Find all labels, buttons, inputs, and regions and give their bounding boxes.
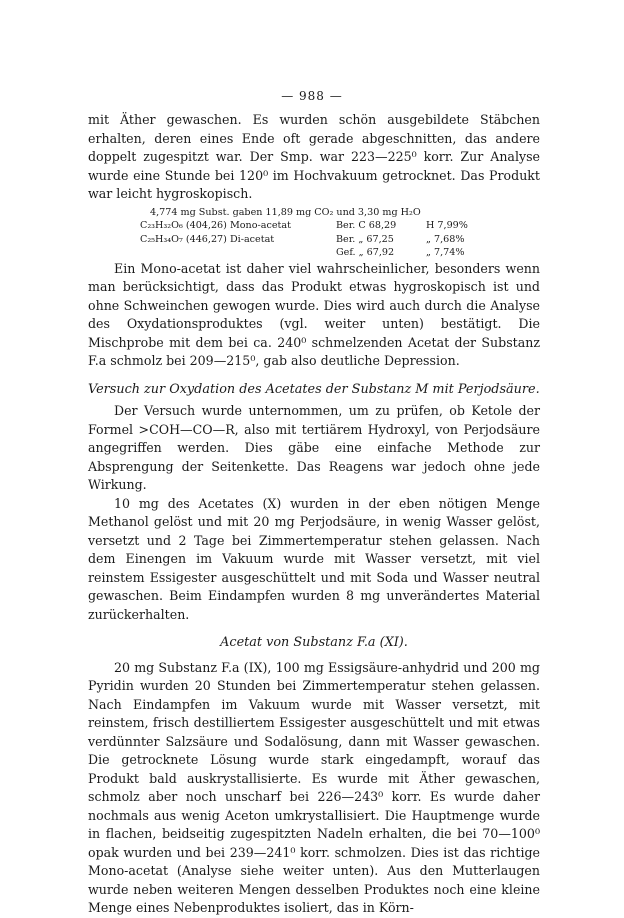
analysis-calc-c-mono: Ber. C 68,29 (336, 220, 397, 231)
analysis-calc-h-mono: H 7,99% (426, 220, 468, 231)
analysis-formula-di: C₂₅H₃₄O₇ (446,27) Di-acetat (140, 233, 275, 245)
analysis-found-h: „ 7,74% (426, 247, 465, 258)
elemental-analysis (88, 206, 540, 260)
analysis-formula-mono: C₂₃H₃₂O₆ (404,26) Mono-acetat (140, 220, 291, 231)
analysis-calc-c-di: Ber. „ 67,25 (336, 233, 394, 245)
paragraph-ether-wash: mit Äther gewaschen. Es wurden schön ausgebildete Stäbchen erhalten, deren eines Ende oft gerade abgeschnitten, das andere doppelt zugespitzt war. Der Smp. war 223—225⁰ korr. Zur Analyse wurde eine Stunde bei 120⁰ im Hochvakuum getrocknet. Das Produkt war leicht hygroskopisch. (88, 112, 540, 201)
main-column (88, 111, 540, 918)
section-heading-acetat-fa: Acetat von Substanz F.a (XI). (220, 635, 408, 650)
paragraph-mono-acetat: Ein Mono-acetat ist daher viel wahrscheinlicher, besonders wenn man berücksichtigt, dass das Produkt etwas hygroskopisch ist und ohne Schweinchen gewogen wurde. Dies wird auch durch die Analyse des Oxydationsproduktes (vgl. weiter unten) bestätigt. Die Mischprobe mit dem bei ca. 240⁰ schmelzenden Acetat der Substanz F.a schmolz bei 209—215⁰, gab also deutliche Depression. (88, 260, 540, 368)
analysis-calc-h-di: „ 7,68% (426, 233, 465, 245)
paragraph-periodic-acid: Der Versuch wurde unternommen, um zu prüfen, ob Ketole der Formel >COH—CO—R, also mit tertiärem Hydroxyl, von Perjodsäure angegriffen werden. Dies gäbe eine einfache Methode zur Absprengung der Seitenkette. Das Reagens war jedoch ohne jede Wirkung. (88, 403, 540, 492)
analysis-found-c: Gef. „ 67,92 (336, 247, 395, 258)
paragraph-oxidation-procedure: 10 mg des Acetates (X) wurden in der eben nötigen Menge Methanol gelöst und mit 20 mg Perjodsäure, in wenig Wasser gelöst, versetzt und 2 Tage bei Zimmertemperatur stehen gelassen. Nach dem Einengen im Vakuum wurde mit Wasser versetzt, mit viel reinstem Essigester ausgeschüttelt und mit Soda und Wasser neutral gewaschen. Beim Eindampfen wurden 8 mg unverändertes Material zurückerhalten. (88, 495, 540, 622)
section-heading-oxydation: Versuch zur Oxydation des Acetates der Substanz M mit Perjodsäure. (88, 381, 540, 397)
analysis-line-substance: 4,774 mg Subst. gaben 11,89 mg CO₂ und 3,30 mg H₂O (150, 206, 421, 218)
page-number: — 988 — (281, 89, 343, 103)
paragraph-acetat-fa-procedure: 20 mg Substanz F.a (IX), 100 mg Essigsäure-anhydrid und 200 mg Pyridin wurden 20 Stunden bei Zimmertemperatur stehen gelassen. Nach Eindampfen im Vakuum wurde mit Wasser versetzt, mit reinstem, frisch destilliertem Essigester ausgeschüttelt und mit etwas verdünnter Salzsäure und Sodalösung, dann mit Wasser gewaschen. Die getrocknete Lösung wurde stark eingedampft, worauf das Produkt bald auskrystallisierte. Es wurde mit Äther gewaschen, schmolz aber noch unscharf bei 226—243⁰ korr. Es wurde daher nochmals aus wenig Aceton umkrystallisiert. Die Hauptmenge wurde in flachen, beidseitig zugespitzten Nadeln erhalten, die bei 70—100⁰ opak wurden und bei 239—241⁰ korr. schmolzen. Dies ist das richtige Mono-acetat (Analyse siehe weiter unten). Aus den Mutterlaugen wurde neben weiteren Mengen desselben Produktes noch eine kleine Menge eines Nebenproduktes isoliert, das in Körn- (88, 659, 540, 915)
